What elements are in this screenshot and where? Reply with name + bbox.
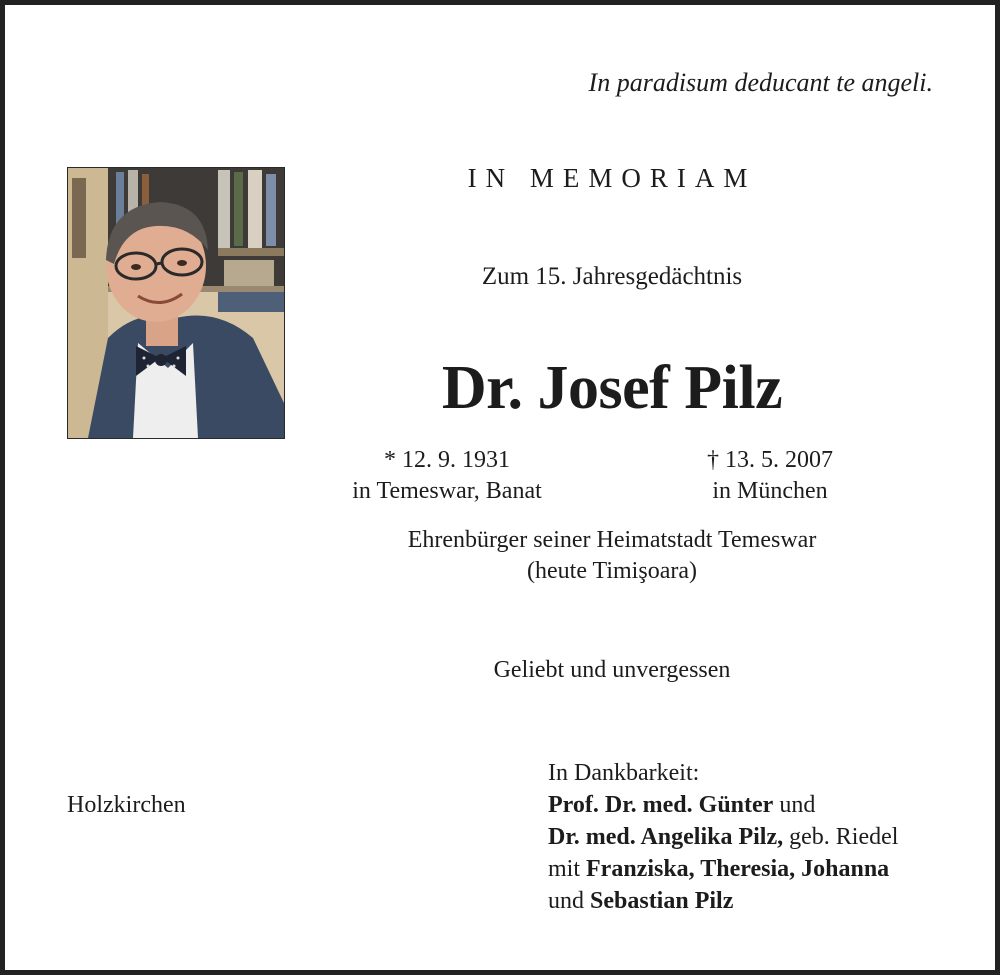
mourner-line-1 bbox=[548, 789, 898, 821]
mourner-line-4 bbox=[548, 885, 898, 917]
loved-line: Geliebt und unvergessen bbox=[493, 657, 731, 683]
birth-date: * 12. 9. 1931 bbox=[384, 447, 510, 473]
deceased-name: Dr. Josef Pilz bbox=[441, 354, 783, 422]
birth-info bbox=[335, 445, 559, 507]
memoriam-heading: IN MEMORIAM bbox=[467, 163, 757, 193]
mourner-line-3 bbox=[548, 853, 898, 885]
mourner-name-sebastian: Sebastian Pilz bbox=[590, 888, 734, 914]
honorary-citizen-text bbox=[345, 525, 879, 587]
anniversary-line: Zum 15. Jahresgedächtnis bbox=[481, 263, 743, 290]
mourner-line-2 bbox=[548, 821, 898, 853]
death-date: † 13. 5. 2007 bbox=[707, 447, 833, 473]
portrait-photo bbox=[67, 167, 285, 439]
honor-line-1: Ehrenbürger seiner Heimatstadt Temeswar bbox=[407, 527, 817, 553]
mourner-names-children: Franziska, Theresia, Johanna bbox=[586, 856, 890, 882]
mourner-line-1-rest: und bbox=[773, 792, 816, 818]
mourner-line-3-pre: mit bbox=[548, 856, 587, 882]
mourner-name-guenter: Prof. Dr. med. Günter bbox=[548, 792, 774, 818]
death-place: in München bbox=[712, 478, 828, 504]
thanks-intro: In Dankbarkeit: bbox=[548, 760, 700, 786]
mourner-name-angelika: Dr. med. Angelika Pilz, bbox=[548, 824, 784, 850]
mourners-block bbox=[548, 757, 898, 917]
birth-place: in Temeswar, Banat bbox=[352, 478, 542, 504]
motto-quote: In paradisum deducant te angeli. bbox=[588, 68, 933, 97]
death-info bbox=[675, 445, 865, 507]
mourner-line-4-pre: und bbox=[548, 888, 590, 914]
honor-line-2: (heute Timişoara) bbox=[527, 558, 697, 584]
city-name: Holzkirchen bbox=[67, 792, 186, 818]
mourner-line-2-rest: geb. Riedel bbox=[783, 824, 899, 850]
